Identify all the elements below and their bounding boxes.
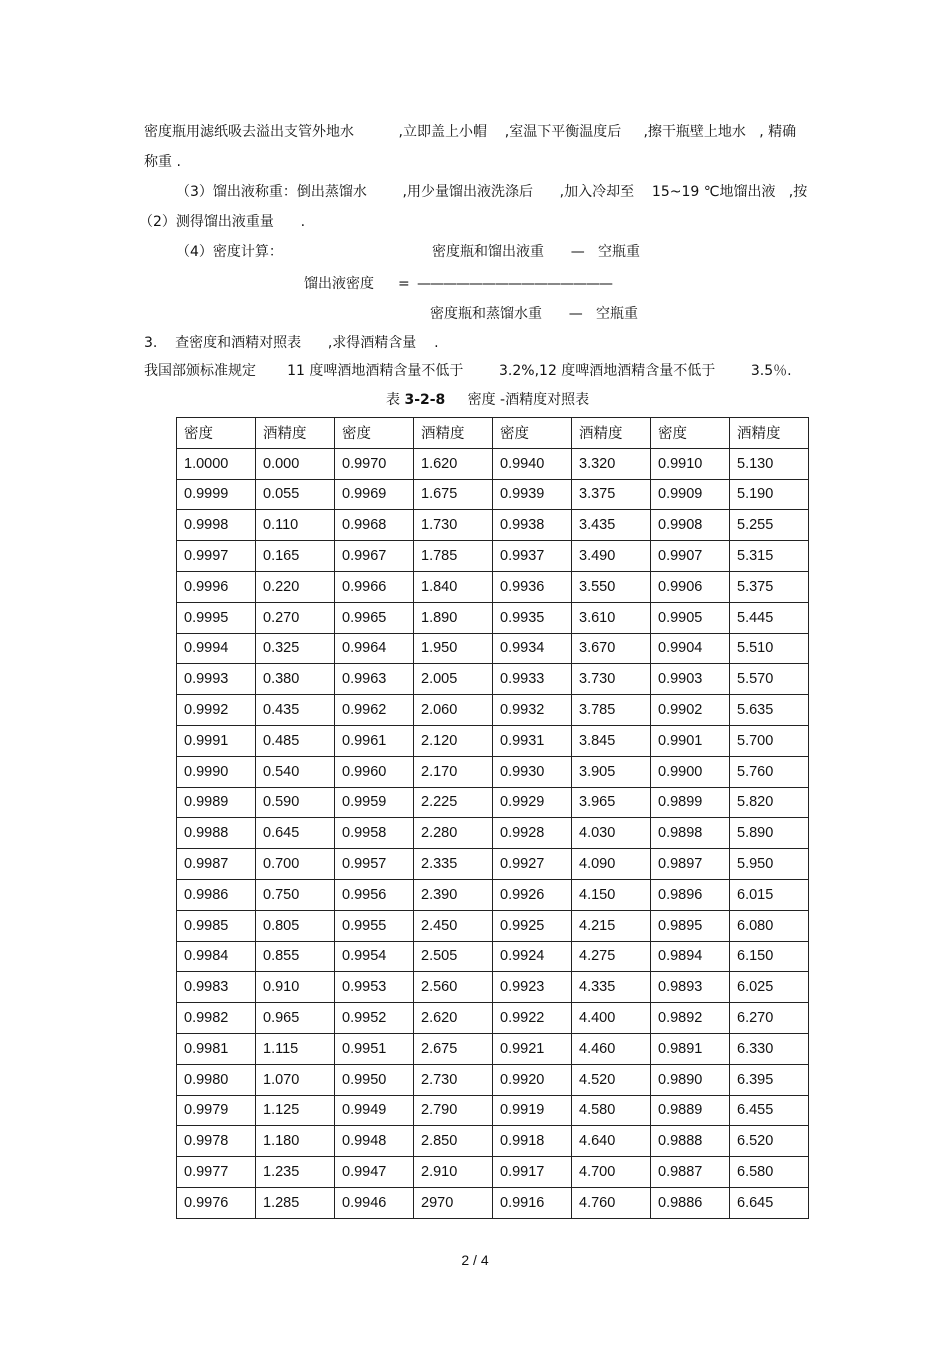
table-row <box>177 756 809 787</box>
table-cell: 4.700 <box>572 1157 651 1188</box>
table-cell: 0.9967 <box>335 541 414 572</box>
table-cell: 2.505 <box>414 941 493 972</box>
table-cell: 0.380 <box>256 664 335 695</box>
table-cell: 4.150 <box>572 879 651 910</box>
table-cell: 3.785 <box>572 695 651 726</box>
table-cell: 4.090 <box>572 849 651 880</box>
table-cell: 6.270 <box>730 1003 809 1034</box>
table-cell: 0.855 <box>256 941 335 972</box>
table-cell: 0.9939 <box>493 479 572 510</box>
table-cell: 0.9928 <box>493 818 572 849</box>
table-cell: 0.9908 <box>651 510 730 541</box>
table-cell: 0.9890 <box>651 1064 730 1095</box>
table-cell: 2.730 <box>414 1064 493 1095</box>
table-cell: 5.315 <box>730 541 809 572</box>
table-cell: 0.9960 <box>335 756 414 787</box>
table-cell: 3.845 <box>572 725 651 756</box>
table-cell: 5.760 <box>730 756 809 787</box>
table-cell: 0.9892 <box>651 1003 730 1034</box>
formula-denominator: 密度瓶和蒸馏水重 — 空瓶重 <box>430 306 639 322</box>
table-cell: 0.9920 <box>493 1064 572 1095</box>
table-cell: 0.9895 <box>651 910 730 941</box>
table-cell: 0.325 <box>256 633 335 664</box>
table-cell: 1.125 <box>256 1095 335 1126</box>
table-cell: 3.490 <box>572 541 651 572</box>
table-row <box>177 695 809 726</box>
table-cell: 0.270 <box>256 602 335 633</box>
table-row <box>177 1064 809 1095</box>
table-cell: 1.675 <box>414 479 493 510</box>
table-cell: 4.640 <box>572 1126 651 1157</box>
table-caption-title: 密度 -酒精度对照表 <box>445 392 590 408</box>
table-cell: 0.9931 <box>493 725 572 756</box>
table-row <box>177 602 809 633</box>
table-cell: 0.9909 <box>651 479 730 510</box>
table-cell: 5.445 <box>730 602 809 633</box>
table-cell: 6.580 <box>730 1157 809 1188</box>
table-cell: 0.9919 <box>493 1095 572 1126</box>
table-cell: 0.9996 <box>177 571 256 602</box>
table-cell: 2.850 <box>414 1126 493 1157</box>
table-cell: 0.9948 <box>335 1126 414 1157</box>
table-cell: 2.335 <box>414 849 493 880</box>
table-cell: 0.220 <box>256 571 335 602</box>
table-cell: 6.025 <box>730 972 809 1003</box>
column-header: 酒精度 <box>256 418 335 449</box>
table-cell: 1.0000 <box>177 448 256 479</box>
table-cell: 0.9962 <box>335 695 414 726</box>
table-cell: 0.9970 <box>335 448 414 479</box>
table-cell: 0.9925 <box>493 910 572 941</box>
table-cell: 5.635 <box>730 695 809 726</box>
table-cell: 2970 <box>414 1187 493 1218</box>
column-header: 密度 <box>493 418 572 449</box>
table-cell: 0.485 <box>256 725 335 756</box>
table-body <box>177 448 809 1218</box>
table-cell: 0.910 <box>256 972 335 1003</box>
table-header-row <box>177 418 809 449</box>
table-cell: 6.330 <box>730 1033 809 1064</box>
table-cell: 0.9987 <box>177 849 256 880</box>
table-cell: 2.280 <box>414 818 493 849</box>
table-cell: 2.390 <box>414 879 493 910</box>
table-cell: 0.9995 <box>177 602 256 633</box>
table-cell: 0.9916 <box>493 1187 572 1218</box>
table-cell: 0.9894 <box>651 941 730 972</box>
table-cell: 4.460 <box>572 1033 651 1064</box>
table-cell: 0.9940 <box>493 448 572 479</box>
table-cell: 0.000 <box>256 448 335 479</box>
paragraph-line-4: （2）测得馏出液重量 . <box>139 214 306 230</box>
table-row <box>177 571 809 602</box>
table-cell: 0.9898 <box>651 818 730 849</box>
table-row <box>177 879 809 910</box>
table-cell: 0.9937 <box>493 541 572 572</box>
table-cell: 0.9978 <box>177 1126 256 1157</box>
table-cell: 6.150 <box>730 941 809 972</box>
table-row <box>177 972 809 1003</box>
paragraph-line-1: 密度瓶用滤纸吸去溢出支管外地水 ,立即盖上小帽 ,室温下平衡温度后 ,擦干瓶壁上地水 , 精确 <box>144 124 797 140</box>
table-cell: 1.070 <box>256 1064 335 1095</box>
table-cell: 5.820 <box>730 787 809 818</box>
table-cell: 0.9984 <box>177 941 256 972</box>
table-cell: 0.9994 <box>177 633 256 664</box>
table-cell: 2.120 <box>414 725 493 756</box>
table-cell: 0.9927 <box>493 849 572 880</box>
table-cell: 3.905 <box>572 756 651 787</box>
table-cell: 0.965 <box>256 1003 335 1034</box>
table-cell: 0.9886 <box>651 1187 730 1218</box>
table-cell: 0.9964 <box>335 633 414 664</box>
table-cell: 0.9989 <box>177 787 256 818</box>
table-cell: 0.9923 <box>493 972 572 1003</box>
table-cell: 0.9981 <box>177 1033 256 1064</box>
table-cell: 5.190 <box>730 479 809 510</box>
table-row <box>177 725 809 756</box>
table-cell: 6.520 <box>730 1126 809 1157</box>
table-cell: 1.785 <box>414 541 493 572</box>
table-row <box>177 1157 809 1188</box>
table-cell: 0.9887 <box>651 1157 730 1188</box>
table-row <box>177 510 809 541</box>
table-cell: 0.540 <box>256 756 335 787</box>
table-cell: 1.950 <box>414 633 493 664</box>
table-cell: 0.9955 <box>335 910 414 941</box>
table-cell: 4.760 <box>572 1187 651 1218</box>
table-cell: 0.9980 <box>177 1064 256 1095</box>
table-cell: 0.9902 <box>651 695 730 726</box>
table-cell: 0.590 <box>256 787 335 818</box>
table-cell: 0.9935 <box>493 602 572 633</box>
table-cell: 0.110 <box>256 510 335 541</box>
paragraph-line-3: （3）馏出液称重：倒出蒸馏水 ,用少量馏出液洗涤后 ,加入冷却至 15~19 ℃地馏出液 ,按 <box>176 184 808 200</box>
table-cell: 3.730 <box>572 664 651 695</box>
table-cell: 0.9893 <box>651 972 730 1003</box>
table-cell: 0.9904 <box>651 633 730 664</box>
table-cell: 0.9966 <box>335 571 414 602</box>
table-cell: 0.9917 <box>493 1157 572 1188</box>
table-cell: 0.9963 <box>335 664 414 695</box>
formula-numerator: 密度瓶和馏出液重 — 空瓶重 <box>432 244 641 260</box>
table-cell: 1.840 <box>414 571 493 602</box>
table-row <box>177 1126 809 1157</box>
table-row <box>177 1003 809 1034</box>
table-cell: 0.055 <box>256 479 335 510</box>
table-cell: 1.115 <box>256 1033 335 1064</box>
formula-lhs: 馏出液密度 <box>304 276 374 292</box>
table-cell: 0.9906 <box>651 571 730 602</box>
table-cell: 0.9947 <box>335 1157 414 1188</box>
table-cell: 0.9936 <box>493 571 572 602</box>
table-cell: 0.9889 <box>651 1095 730 1126</box>
table-cell: 0.9951 <box>335 1033 414 1064</box>
table-cell: 0.9899 <box>651 787 730 818</box>
table-cell: 5.700 <box>730 725 809 756</box>
table-cell: 6.645 <box>730 1187 809 1218</box>
table-cell: 0.9982 <box>177 1003 256 1034</box>
table-cell: 0.645 <box>256 818 335 849</box>
table-cell: 0.9905 <box>651 602 730 633</box>
table-cell: 4.335 <box>572 972 651 1003</box>
table-cell: 0.435 <box>256 695 335 726</box>
table-cell: 2.620 <box>414 1003 493 1034</box>
table-cell: 2.225 <box>414 787 493 818</box>
column-header: 酒精度 <box>572 418 651 449</box>
table-cell: 6.080 <box>730 910 809 941</box>
table-cell: 6.015 <box>730 879 809 910</box>
table-cell: 0.9961 <box>335 725 414 756</box>
table-cell: 0.9992 <box>177 695 256 726</box>
page-number: 2 / 4 <box>461 1252 489 1268</box>
paragraph-line-2: 称重 . <box>144 154 181 170</box>
formula-fraction-bar: ——————————————— <box>417 276 612 292</box>
table-cell: 0.9999 <box>177 479 256 510</box>
table-cell: 0.9998 <box>177 510 256 541</box>
table-row <box>177 541 809 572</box>
table-cell: 0.9965 <box>335 602 414 633</box>
table-cell: 0.750 <box>256 879 335 910</box>
table-cell: 5.375 <box>730 571 809 602</box>
table-cell: 0.9907 <box>651 541 730 572</box>
table-cell: 4.400 <box>572 1003 651 1034</box>
table-cell: 0.805 <box>256 910 335 941</box>
table-row <box>177 818 809 849</box>
table-cell: 2.910 <box>414 1157 493 1188</box>
table-cell: 0.9993 <box>177 664 256 695</box>
column-header: 密度 <box>651 418 730 449</box>
table-row <box>177 1187 809 1218</box>
table-cell: 0.9929 <box>493 787 572 818</box>
table-row <box>177 1095 809 1126</box>
table-cell: 0.700 <box>256 849 335 880</box>
table-cell: 5.950 <box>730 849 809 880</box>
table-cell: 5.890 <box>730 818 809 849</box>
table-cell: 0.9969 <box>335 479 414 510</box>
table-cell: 0.9896 <box>651 879 730 910</box>
column-header: 密度 <box>177 418 256 449</box>
table-cell: 0.9891 <box>651 1033 730 1064</box>
table-cell: 2.560 <box>414 972 493 1003</box>
column-header: 密度 <box>335 418 414 449</box>
table-row <box>177 448 809 479</box>
table-row <box>177 664 809 695</box>
table-row <box>177 1033 809 1064</box>
table-cell: 5.510 <box>730 633 809 664</box>
table-cell: 1.180 <box>256 1126 335 1157</box>
table-cell: 0.9977 <box>177 1157 256 1188</box>
table-cell: 3.320 <box>572 448 651 479</box>
table-cell: 0.9903 <box>651 664 730 695</box>
table-cell: 5.570 <box>730 664 809 695</box>
table-row <box>177 787 809 818</box>
table-cell: 3.965 <box>572 787 651 818</box>
table-cell: 0.9933 <box>493 664 572 695</box>
table-row <box>177 479 809 510</box>
table-cell: 0.9926 <box>493 879 572 910</box>
table-cell: 0.9997 <box>177 541 256 572</box>
table-cell: 0.9901 <box>651 725 730 756</box>
table-cell: 0.9934 <box>493 633 572 664</box>
formula-equals: = <box>398 276 410 292</box>
table-cell: 4.580 <box>572 1095 651 1126</box>
table-cell: 0.9930 <box>493 756 572 787</box>
table-cell: 0.9968 <box>335 510 414 541</box>
table-row <box>177 849 809 880</box>
table-caption-number: 3-2-8 <box>404 392 446 408</box>
table-cell: 5.130 <box>730 448 809 479</box>
table-row <box>177 633 809 664</box>
table-cell: 6.395 <box>730 1064 809 1095</box>
paragraph-line-7: 我国部颁标准规定 11 度啤酒地酒精含量不低于 3.2%,12 度啤酒地酒精含量不低于 3.5％. <box>144 363 792 379</box>
paragraph-line-6: 3. 查密度和酒精对照表 ,求得酒精含量 . <box>144 335 439 351</box>
table-cell: 0.9958 <box>335 818 414 849</box>
table-cell: 0.9932 <box>493 695 572 726</box>
table-caption <box>386 391 589 409</box>
table-cell: 3.435 <box>572 510 651 541</box>
table-cell: 0.9918 <box>493 1126 572 1157</box>
table-cell: 1.620 <box>414 448 493 479</box>
table-cell: 0.9986 <box>177 879 256 910</box>
column-header: 酒精度 <box>414 418 493 449</box>
table-cell: 0.9910 <box>651 448 730 479</box>
table-cell: 0.9976 <box>177 1187 256 1218</box>
table-cell: 0.9956 <box>335 879 414 910</box>
table-cell: 0.165 <box>256 541 335 572</box>
paragraph-line-5: （4）密度计算： <box>176 244 283 260</box>
table-cell: 2.450 <box>414 910 493 941</box>
table-cell: 4.030 <box>572 818 651 849</box>
table-cell: 0.9983 <box>177 972 256 1003</box>
table-cell: 0.9922 <box>493 1003 572 1034</box>
table-cell: 0.9924 <box>493 941 572 972</box>
table-cell: 4.275 <box>572 941 651 972</box>
table-cell: 0.9959 <box>335 787 414 818</box>
table-cell: 0.9888 <box>651 1126 730 1157</box>
table-cell: 0.9988 <box>177 818 256 849</box>
column-header: 酒精度 <box>730 418 809 449</box>
table-cell: 4.520 <box>572 1064 651 1095</box>
table-cell: 2.790 <box>414 1095 493 1126</box>
table-cell: 5.255 <box>730 510 809 541</box>
table-cell: 0.9950 <box>335 1064 414 1095</box>
table-cell: 0.9985 <box>177 910 256 941</box>
table-cell: 0.9900 <box>651 756 730 787</box>
table-cell: 1.235 <box>256 1157 335 1188</box>
table-cell: 1.730 <box>414 510 493 541</box>
table-cell: 4.215 <box>572 910 651 941</box>
table-cell: 0.9991 <box>177 725 256 756</box>
table-cell: 0.9949 <box>335 1095 414 1126</box>
table-caption-prefix: 表 <box>386 392 405 408</box>
table-cell: 0.9957 <box>335 849 414 880</box>
table-cell: 2.005 <box>414 664 493 695</box>
table-cell: 2.675 <box>414 1033 493 1064</box>
table-row <box>177 910 809 941</box>
table-cell: 3.610 <box>572 602 651 633</box>
table-cell: 0.9979 <box>177 1095 256 1126</box>
table-cell: 3.375 <box>572 479 651 510</box>
table-cell: 2.060 <box>414 695 493 726</box>
table-cell: 0.9921 <box>493 1033 572 1064</box>
table-cell: 0.9946 <box>335 1187 414 1218</box>
table-cell: 2.170 <box>414 756 493 787</box>
table-cell: 0.9990 <box>177 756 256 787</box>
table-cell: 1.285 <box>256 1187 335 1218</box>
table-cell: 0.9897 <box>651 849 730 880</box>
table-cell: 1.890 <box>414 602 493 633</box>
density-alcohol-table <box>176 417 809 1219</box>
table-cell: 0.9953 <box>335 972 414 1003</box>
table-cell: 0.9952 <box>335 1003 414 1034</box>
table-cell: 3.550 <box>572 571 651 602</box>
table-cell: 0.9938 <box>493 510 572 541</box>
table-cell: 6.455 <box>730 1095 809 1126</box>
table-row <box>177 941 809 972</box>
table-cell: 3.670 <box>572 633 651 664</box>
table-cell: 0.9954 <box>335 941 414 972</box>
